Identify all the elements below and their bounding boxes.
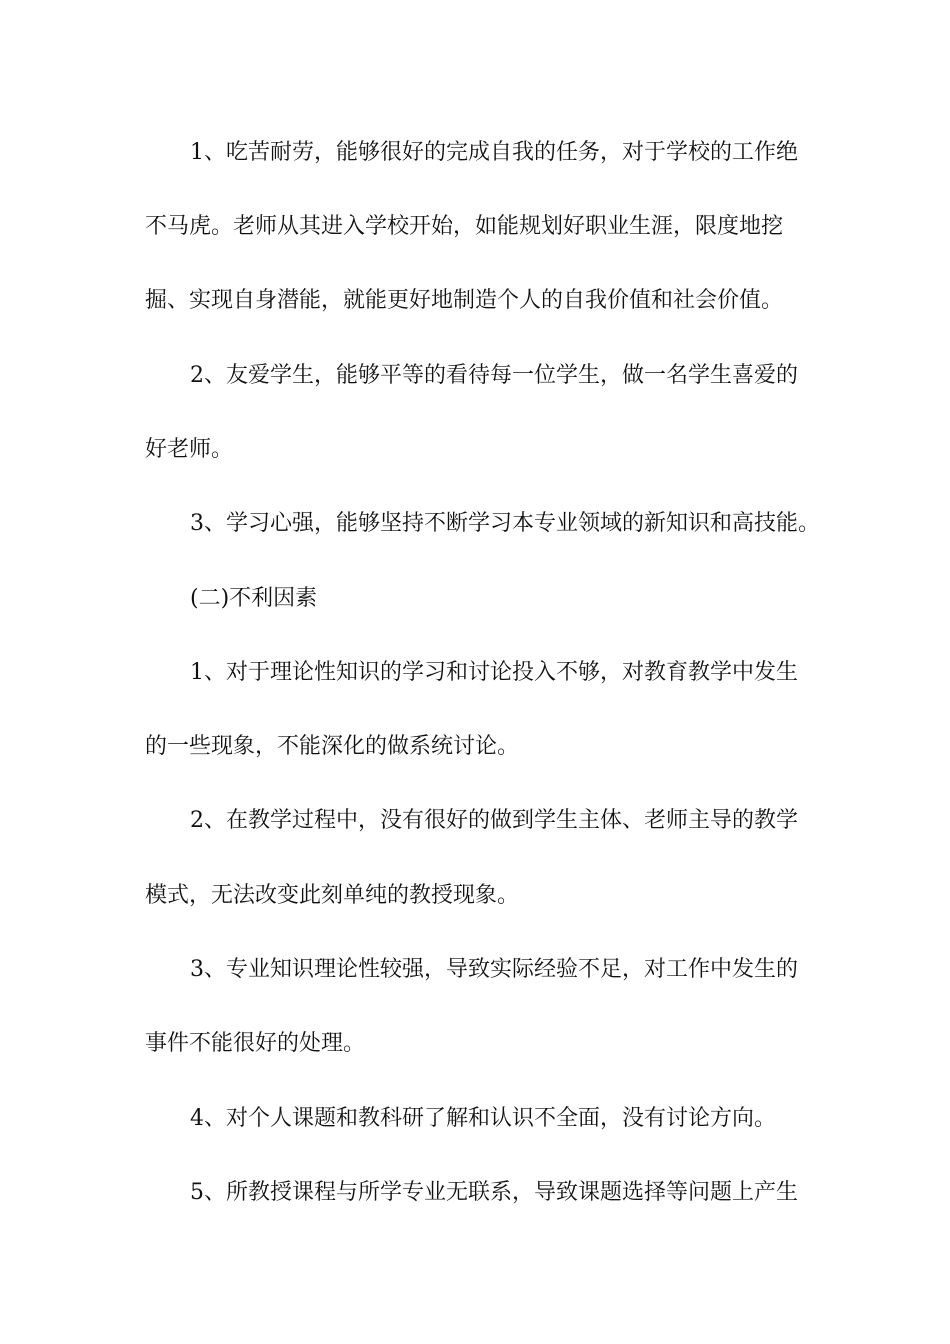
section-heading: (二)不利因素 (190, 586, 318, 611)
paragraph-line: 事件不能很好的处理。 (145, 1031, 366, 1056)
paragraph-line: 不马虎。老师从其进入学校开始，如能规划好职业生涯，限度地挖 (145, 214, 784, 239)
paragraph-line: 掘、实现自身潜能，就能更好地制造个人的自我价值和社会价值。 (145, 288, 784, 313)
paragraph-line: 4、对个人课题和教科研了解和认识不全面，没有讨论方向。 (190, 1106, 776, 1131)
paragraph-line: 好老师。 (145, 437, 234, 462)
paragraph-line: 模式，无法改变此刻单纯的教授现象。 (145, 883, 520, 908)
paragraph-line: 3、专业知识理论性较强，导致实际经验不足，对工作中发生的 (190, 957, 798, 982)
paragraph-line: 1、对于理论性知识的学习和讨论投入不够，对教育教学中发生 (190, 660, 798, 685)
paragraph-line: 5、所教授课程与所学专业无联系，导致课题选择等问题上产生 (190, 1180, 798, 1205)
paragraph-line: 3、学习心强，能够坚持不断学习本专业领域的新知识和高技能。 (190, 511, 820, 536)
paragraph-line: 的一些现象，不能深化的做系统讨论。 (145, 734, 520, 759)
paragraph-line: 1、吃苦耐劳，能够很好的完成自我的任务，对于学校的工作绝 (190, 140, 798, 165)
paragraph-line: 2、在教学过程中，没有很好的做到学生主体、老师主导的教学 (190, 808, 798, 833)
paragraph-line: 2、友爱学生，能够平等的看待每一位学生，做一名学生喜爱的 (190, 363, 798, 388)
